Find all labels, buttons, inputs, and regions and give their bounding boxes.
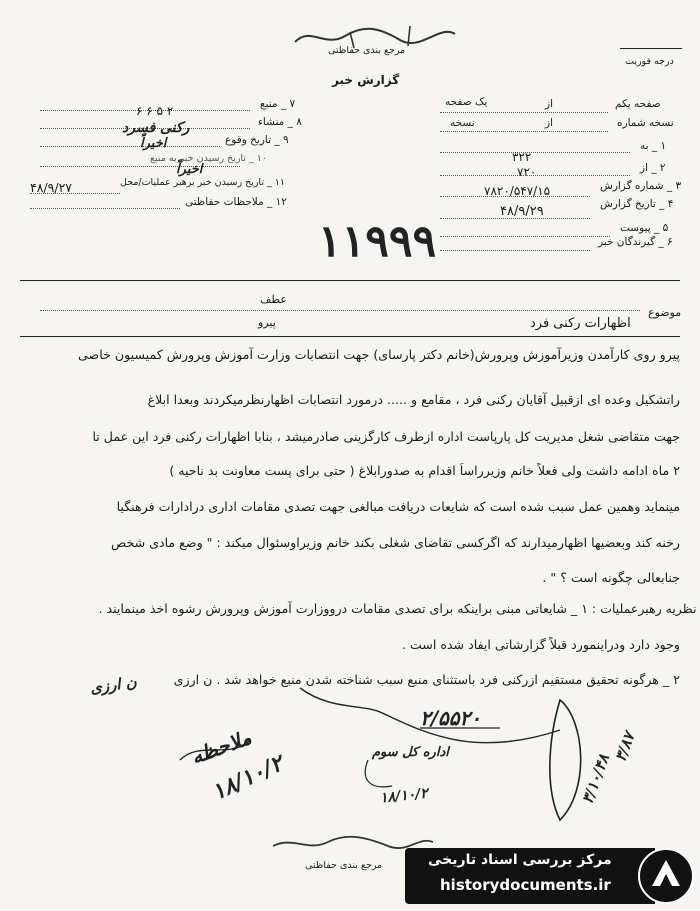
left-signature: ملاحظه	[187, 725, 255, 769]
priority-label: درجه فوریت	[625, 56, 674, 67]
small-curl-stroke	[365, 760, 392, 787]
field-to-value: ۳۲۲	[512, 150, 532, 164]
field-copy-label: نسخه شماره	[617, 117, 674, 129]
body-line: پیرو روی کارآمدن وزیرآموزش وپرورش(خانم دکتر پارسای) جهت انتصابات وزارت آموزش وپرورش کمیسیون خاصی	[78, 347, 680, 362]
field-report-date-value: ۴۸/۹/۲۹	[500, 204, 544, 219]
body-line: مینماید وهمین عمل سبب شده است که شایعات دریافت مبالغی جهت تصدی مقامات اداری درادارات فرهنگیا	[116, 499, 680, 514]
leader-line: ۲ _ هرگونه تحقیق مستقیم ازرکنی فرد باستثنای منبع سبب شناخته شدن منبع خواهد شد . ن ارزی	[173, 672, 680, 687]
center-note: اداره کل سوم	[372, 745, 449, 760]
field-occurrence-value: رکنی فسرد	[122, 120, 190, 136]
field-from-value: ۷۲۰	[517, 165, 537, 179]
subject-value: اظهارات رکنی فرد	[530, 316, 631, 331]
vertical-stroke	[550, 700, 581, 820]
body-line: راتشکیل وعده ای ازقبیل آقایان رکنی فرد ، مقامع و ..... درمورد انتصابات اظهارنظرمیکردند وبعدا ابلاغ	[147, 392, 680, 407]
field-page-mid: از	[545, 98, 553, 110]
field-origin-label: ۸ _ منشاء	[258, 116, 302, 128]
right-signature-date: ۳/۱۰/۴۸	[578, 751, 613, 807]
field-source-label: ۷ _ منبع	[260, 98, 296, 110]
subject-label: موضوع	[648, 306, 682, 319]
field-origin-value: ۲ ۵ ۶ ۶	[136, 104, 174, 118]
field-leader-received-label: ۱۱ _ تاریخ رسیدن خبر برهبر عملیات/محل	[120, 177, 285, 188]
leader-line: ۱ _ شایعاتی مبنی براینکه برای تصدی مقامات درووزارت آموزش وپرورش رشوه اخذ مینمایند .	[98, 601, 588, 616]
field-copy-mid: از	[545, 117, 553, 129]
big-handwritten-number: ۱۱۹۹۹	[318, 216, 437, 267]
left-signature-date: ۱۸/۱۰/۲	[208, 750, 288, 806]
archive-logo-icon	[636, 846, 696, 906]
field-source-received-value: اخیراً	[140, 136, 167, 151]
field-page-value: یک صفحه	[445, 96, 488, 108]
field-source-received-label: ۱۰ _ تاریخ رسیدن خبر به منبع	[150, 153, 267, 164]
subject-peyro-label: پیرو	[258, 316, 276, 329]
body-line: ۲ ماه ادامه داشت ولی فعلاً خانم وزیرراساً اقدام به صدورابلاغ ( حتی برای پست معاونت بد ناحیه )	[169, 463, 680, 478]
field-attachment-label: ۵ _ پیوست	[620, 222, 669, 234]
right-margin-note: ۳/۸۷	[611, 729, 639, 765]
field-report-number-value: ۷۸۲۰/۵۴۷/۱۵	[484, 184, 551, 198]
field-report-date-label: ۴ _ تاریخ گزارش	[600, 198, 674, 210]
field-security-label: ۱۲ _ ملاحظات حفاظتی	[185, 196, 287, 208]
left-swoosh-stroke	[180, 740, 250, 760]
leader-line: وجود دارد ودراینمورد قبلاً گزارشاتی ایفاد شده است .	[401, 637, 680, 652]
left-date-note: ۴۸/۹/۲۷	[30, 180, 72, 195]
body-line: جهت متقاضی شغل مدیریت کل پارپاست اداره ازطرف کارگزینی صادرمیشد ، بنابا اظهارات رکنی فرد این عمل تا	[92, 429, 680, 444]
bracket-stroke	[300, 688, 560, 743]
center-date: ۱۸/۱۰/۲	[379, 785, 429, 807]
watermark-logo	[636, 846, 696, 910]
report-title: گزارش خبر	[332, 73, 400, 87]
body-line: رخنه کند وبعضیها اظهارمیدارند که اگرکسی تقاضای شغلی بکند خانم وزیراوسئوال میکند : " وضع مادی شخص	[111, 535, 680, 550]
center-number: ۲/۵۵۲۰	[420, 706, 482, 730]
field-page-label: صفحه یکم	[615, 98, 661, 110]
top-stamp-label: مرجع بندی حفاظتی	[328, 45, 406, 56]
subject-atf-label: عطف	[260, 293, 287, 306]
footer-stamp-label: مرجع بندی حفاظتی	[305, 860, 383, 871]
field-from-label: ۲ _ از	[640, 162, 666, 174]
leader-label: نظریه رهبرعملیات :	[592, 601, 697, 616]
margin-note: ن ارزی	[88, 672, 138, 698]
field-leader-received-value: اخیراً	[176, 162, 203, 177]
field-to-label: ۱ _ به	[640, 140, 667, 152]
field-recipients-label: ۶ _ گیرندگان خبر	[598, 236, 673, 248]
watermark-url: historydocuments.ir	[440, 876, 611, 894]
field-report-number-label: ۳ _ شماره گزارش	[600, 180, 682, 192]
watermark-title: مرکز بررسی اسناد تاریخی	[428, 852, 612, 868]
field-copy-value: نسخه	[450, 117, 475, 129]
body-line: جنابعالی چگونه است ؟ " .	[542, 570, 680, 585]
field-occurrence-label: ۹ _ تاریخ وقوع	[225, 134, 289, 146]
